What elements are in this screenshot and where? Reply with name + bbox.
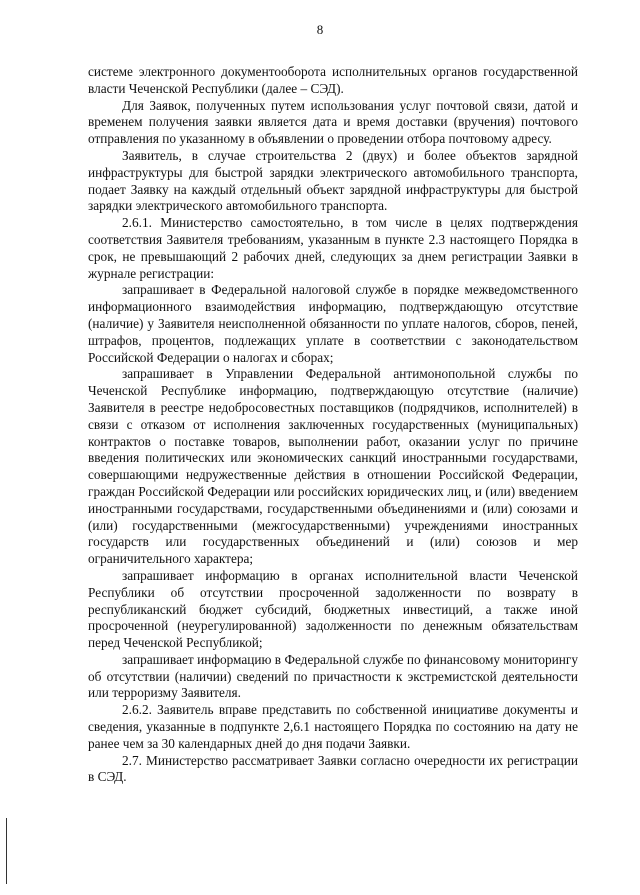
paragraph-financial-monitoring-request: запрашивает информацию в Федеральной службе по финансовому мониторингу об отсутствии (наличии) сведений по причастности к экстремистской деятельности или терроризму Заявителя.: [88, 651, 578, 701]
scan-margin-line: [6, 818, 7, 884]
paragraph-postal-applications: Для Заявок, полученных путем использования услуг почтовой связи, датой и временем получения заявки является дата и время доставки (вручения) почтового отправления по указанному в объявлении о проведении отбора почтовому адресу.: [88, 97, 578, 147]
paragraph-2-7: 2.7. Министерство рассматривает Заявки согласно очередности их регистрации в СЭД.: [88, 752, 578, 785]
page-number: 8: [316, 22, 324, 37]
paragraph-sed-continuation: системе электронного документооборота исполнительных органов государственной власти Чеченской Республики (далее – СЭД).: [88, 64, 578, 96]
paragraph-2-6-2: 2.6.2. Заявитель вправе представить по собственной инициативе документы и сведения, указанные в подпункте 2,6.1 настоящего Порядка по состоянию на дату не ранее чем за 30 календарных дней до дня подачи Заявки.: [88, 702, 578, 751]
document-body: [88, 64, 578, 786]
paragraph-2-6-1: 2.6.1. Министерство самостоятельно, в том числе в целях подтверждения соответствия Заявителя требованиям, указанным в пункте 2.3 настоящего Порядка в срок, не превышающий 2 рабочих дней, следующих за днем регистрации Заявки в журнале регистрации:: [88, 215, 578, 281]
paragraph-antimonopoly-request: запрашивает в Управлении Федеральной антимонопольной службы по Чеченской Республике информацию, подтверждающую отсутствие (наличие) Заявителя в реестре недобросовестных поставщиков (подрядчиков, исполнителей) в связи с отказом от исполнения заключенных государственных (муниципальных) контрактов о поставке товаров, выполнении работ, оказании услуг по причине введения политических или экономических санкций иностранными государствами, совершающими недружественные действия в отношении Российской Федерации, граждан Российской Федерации или российских юридических лиц, и (или) введением иностранными государствами, государственными объединениями и (или) союзами и (или) государственными (межгосударственными) учреждениями иностранных государств или государственных объединений и (или) союзов и мер ограничительного характера;: [88, 366, 578, 567]
paragraph-tax-service-request: запрашивает в Федеральной налоговой службе в порядке межведомственного информационного взаимодействия информацию, подтверждающую отсутствие (наличие) у Заявителя неисполненной обязанности по уплате налогов, сборов, пеней, штрафов, процентов, подлежащих уплате в соответствии с законодательством Российской Федерации о налогах и сборах;: [88, 282, 578, 365]
paragraph-debt-request: запрашивает информацию в органах исполнительной власти Чеченской Республики об отсутствии просроченной задолженности по возврату в республиканский бюджет субсидий, бюджетных инвестиций, а также иной просроченной (неурегулированной) задолженности по денежным обязательствам перед Чеченской Республикой;: [88, 567, 578, 651]
paragraph-multiple-objects: Заявитель, в случае строительства 2 (двух) и более объектов зарядной инфраструктуры для быстрой зарядки электрического автомобильного транспорта, подает Заявку на каждый отдельный объект зарядной инфраструктуры для быстрой зарядки электрического автомобильного транспорта.: [88, 147, 578, 214]
